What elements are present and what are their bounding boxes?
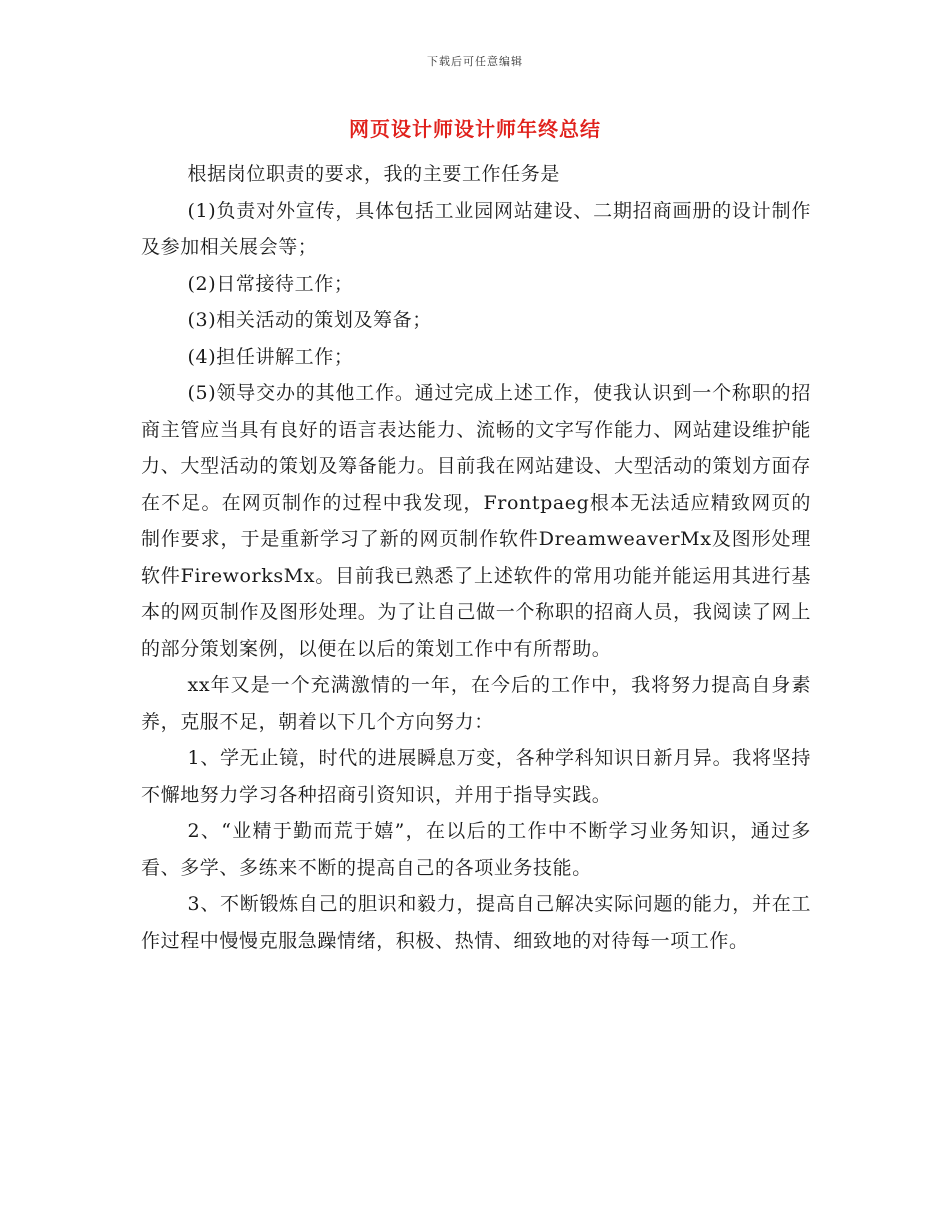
header-note: 下载后可任意编辑 (427, 55, 523, 68)
paragraph-goal-1: 1、学无止镜，时代的进展瞬息万变，各种学科知识日新月异。我将坚持不懈地努力学习各种招商引资知识，并用于指导实践。 (141, 747, 811, 806)
paragraph-task-3: (3)相关活动的策划及筹备； (187, 309, 432, 331)
document-title: 网页设计师设计师年终总结 (349, 117, 601, 141)
paragraph-goal-2: 2、“业精于勤而荒于嬉”，在以后的工作中不断学习业务知识，通过多看、多学、多练来不断的提高自己的各项业务技能。 (141, 820, 811, 879)
document-body (141, 156, 811, 959)
paragraph-outlook: xx年又是一个充满激情的一年，在今后的工作中，我将努力提高自身素养，克服不足，朝着以下几个方向努力： (141, 674, 811, 733)
paragraph-task-4: (4)担任讲解工作； (187, 345, 354, 368)
paragraph-goal-3: 3、不断锻炼自己的胆识和毅力，提高自己解决实际问题的能力，并在工作过程中慢慢克服急躁情绪，积极、热情、细致地的对待每一项工作。 (141, 893, 811, 952)
paragraph-task-2: (2)日常接待工作； (187, 272, 354, 295)
paragraph-task-1: (1)负责对外宣传，具体包括工业园网站建设、二期招商画册的设计制作及参加相关展会等； (141, 199, 811, 258)
paragraph-intro: 根据岗位职责的要求，我的主要工作任务是 (187, 163, 560, 185)
paragraph-task-5: (5)领导交办的其他工作。通过完成上述工作，使我认识到一个称职的招商主管应当具有良好的语言表达能力、流畅的文字写作能力、网站建设维护能力、大型活动的策划及筹备能力。目前我在网站建设、大型活动的策划方面存在不足。在网页制作的过程中我发现，Frontpaeg根本无法适应精致网页的制作要求，于是重新学习了新的网页制作软件DreamweaverMx及图形处理软件FireworksMx。目前我已熟悉了上述软件的常用功能并能运用其进行基本的网页制作及图形处理。为了让自己做一个称职的招商人员，我阅读了网上的部分策划案例，以便在以后的策划工作中有所帮助。 (141, 382, 811, 660)
